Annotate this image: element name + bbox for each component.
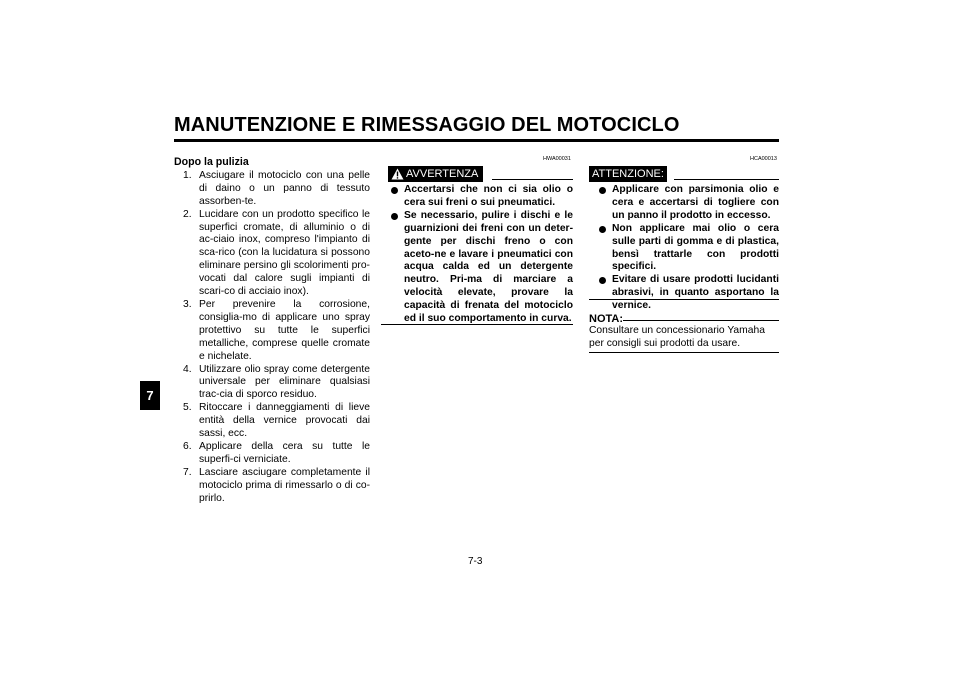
warning-label: AVVERTENZA [406,168,479,180]
list-item [589,223,779,275]
caution-bullets [589,184,779,313]
bullet-icon [599,277,606,284]
list-item [381,210,573,326]
item-text: Lasciare asciugare completamente il motociclo prima di rimessarlo o di co-prirlo. [199,466,370,504]
caution-header-rule [674,179,779,180]
bullet-text: Se necessario, pulire i dischi e le guarnizioni dei freni con un deter-gente per dischi freno o con aceto-ne e lavare i pneumatici con acqua calda ed un detergente neutro. Pri-ma di marciare a velocità elevate, provare la capacità di frenata del motociclo ed il suo comportamento in curva. [404,209,573,325]
section-heading: Dopo la pulizia [174,156,249,168]
chapter-tab: 7 [140,381,160,410]
bullet-text: Non applicare mai olio o cera sulle parti di gomma e di plastica, bensì trattarle con prodotti specifici. [612,222,779,273]
warning-header-rule [492,179,573,180]
list-item [174,299,370,364]
warning-badge [388,166,483,182]
item-number: 6. [183,440,192,452]
list-item [174,441,370,467]
item-number: 4. [183,363,192,375]
list-item [589,274,779,313]
item-number: 7. [183,466,192,478]
item-number: 2. [183,208,192,220]
caution-end-rule [589,299,779,300]
after-cleaning-section [174,156,370,505]
warning-triangle-icon [391,168,404,180]
list-item [174,364,370,403]
note-end-rule [589,352,779,353]
item-text: Per prevenire la corrosione, consiglia-mo di applicare uno spray protettivo su tutte le superfici metalliche, comprese quelle cromate e nichelate. [199,298,370,362]
bullet-text: Applicare con parsimonia olio e cera e accertarsi di togliere con un panno il prodotto in eccesso. [612,184,779,221]
item-number: 5. [183,402,192,414]
item-text: Utilizzare olio spray come detergente universale per eliminare qualsiasi trac-cia di sporco residuo. [199,363,370,401]
note-label: NOTA: [589,313,624,325]
bullet-text: Accertarsi che non ci sia olio o cera sui freni o sui pneumatici. [404,184,573,208]
list-item [174,209,370,299]
bullet-icon [391,213,398,220]
bullet-text: Evitare di usare prodotti lucidanti abrasivi, in quanto asportano la vernice. [612,274,779,312]
list-item [381,184,573,210]
item-text: Applicare della cera su tutte le superfi-ci verniciate. [199,440,370,465]
caution-code: HCA00013 [750,156,777,162]
list-item [589,184,779,223]
list-item [174,402,370,441]
item-text: Asciugare il motociclo con una pelle di daino o un panno di tessuto assorben-te. [199,169,370,207]
bullet-icon [391,187,398,194]
item-text: Ritoccare i danneggiamenti di lieve entità della vernice provocati dai sassi, ecc. [199,402,370,440]
steps-list [174,170,370,506]
bullet-icon [599,187,606,194]
item-number: 3. [183,298,192,310]
warning-code: HWA00031 [543,156,571,162]
list-item [174,467,370,506]
caution-badge: ATTENZIONE: [589,166,667,182]
note-header-rule [623,320,779,321]
note-text: Consultare un concessionario Yamaha per consigli sui prodotti da usare. [589,325,765,349]
page-number: 7-3 [468,556,483,567]
item-number: 1. [183,169,192,181]
bullet-icon [599,226,606,233]
warning-bullets [381,184,573,326]
page-title: MANUTENZIONE E RIMESSAGGIO DEL MOTOCICLO [174,114,680,136]
warning-end-rule [381,324,573,325]
item-text: Lucidare con un prodotto specifico le superfici cromate, di alluminio o di ac-ciaio inox, compreso l'impianto di sca-rico (con la lucidatura si possono eliminare persino gli scolorimenti pro-vocati dal calore sugli impianti di scari-co di acciaio inox). [199,208,370,298]
title-rule [174,139,779,142]
list-item [174,170,370,209]
